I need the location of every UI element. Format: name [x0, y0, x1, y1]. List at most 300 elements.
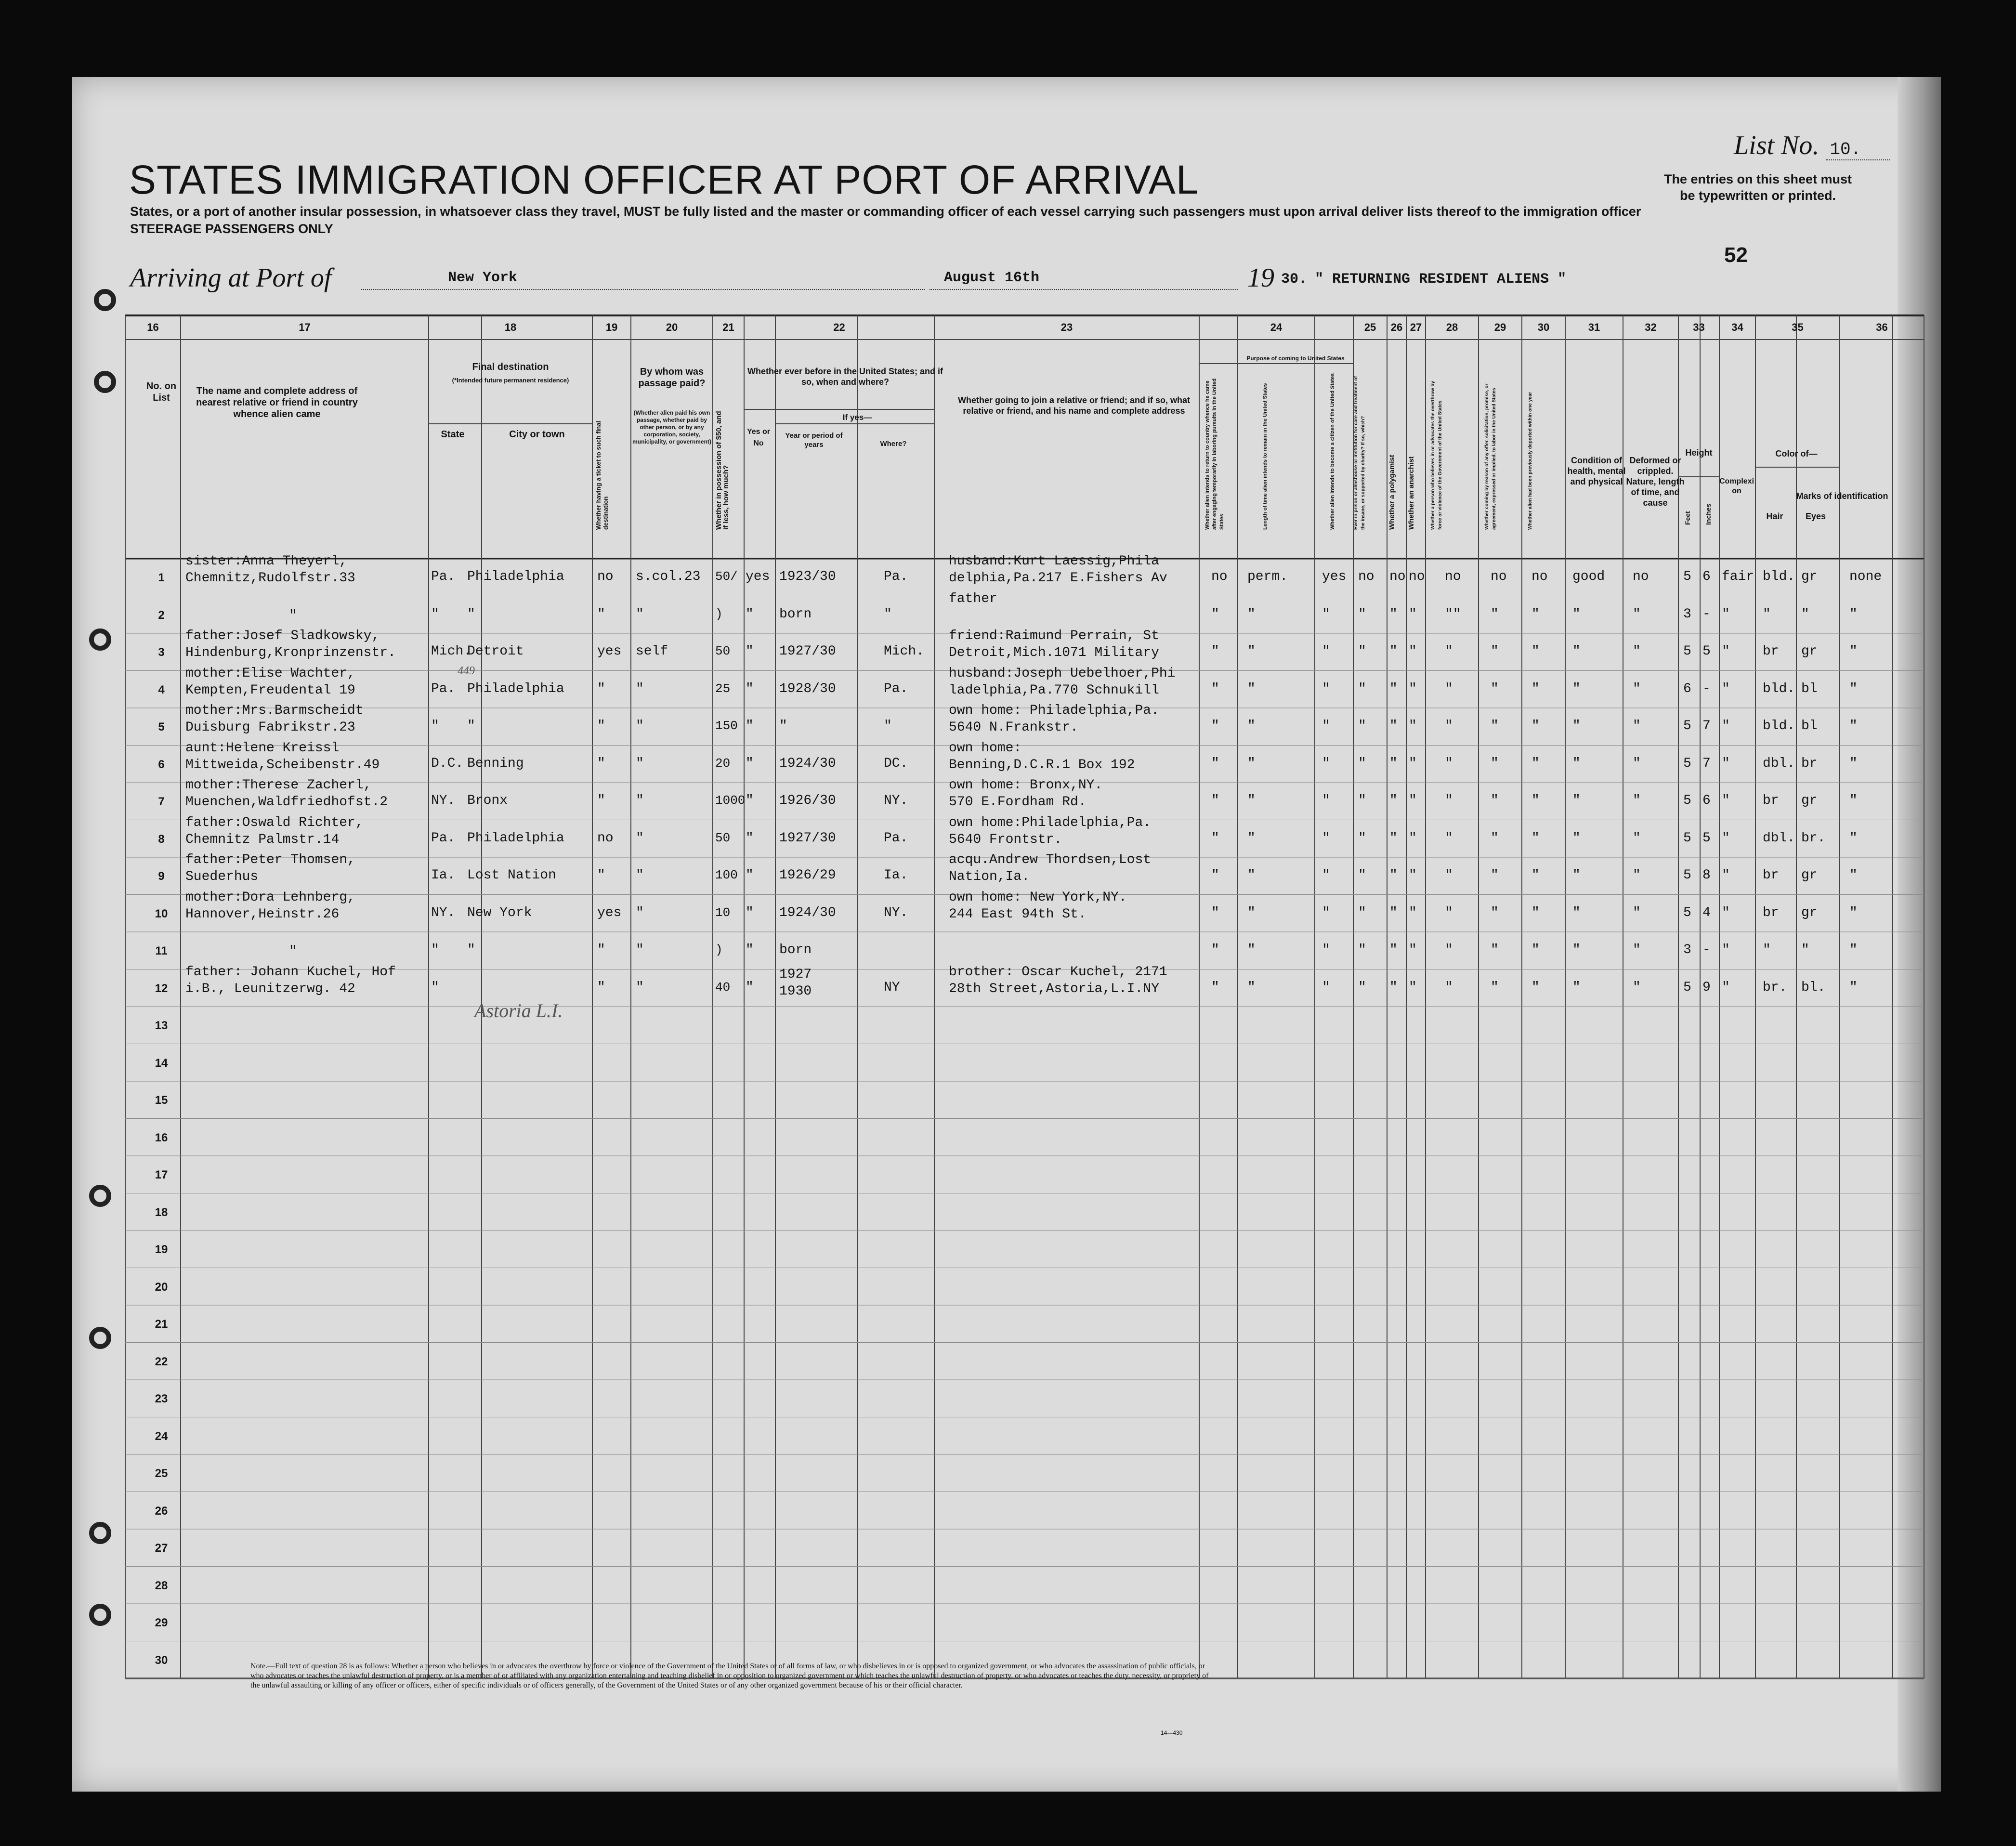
height-inches: 5	[1702, 830, 1711, 846]
prison-value: "	[1358, 793, 1366, 808]
purpose-length: "	[1247, 830, 1256, 846]
height-inches: 8	[1702, 868, 1711, 883]
year-period: 1926/30	[779, 793, 836, 808]
purpose-citizen: "	[1322, 980, 1330, 995]
join-address: ladelphia,Pa.770 Schnukill	[949, 682, 1159, 698]
ticket-value: "	[597, 756, 605, 771]
dest-city: Detroit	[467, 644, 524, 659]
before-us: "	[746, 606, 754, 622]
row-number: 25	[155, 1467, 168, 1480]
labor-offer-value: "	[1491, 943, 1499, 957]
column-number: 24	[1270, 321, 1283, 333]
deformed-value: "	[1633, 980, 1641, 995]
ticket-value: "	[597, 719, 605, 733]
identification-marks: "	[1849, 980, 1858, 995]
prison-value: "	[1358, 644, 1366, 659]
relative-name: father:Peter Thomsen,	[185, 852, 355, 867]
overthrow-value: "	[1445, 719, 1453, 733]
dest-state: NY.	[431, 905, 456, 920]
column-number: 22	[833, 321, 845, 333]
year-period: 1927/30	[779, 830, 836, 846]
purpose-length: "	[1247, 793, 1256, 808]
height-feet: 5	[1683, 830, 1691, 846]
height-inches: 6	[1702, 793, 1711, 808]
deported-value: no	[1532, 569, 1548, 584]
deported-value: "	[1532, 606, 1540, 622]
purpose-citizen: "	[1322, 644, 1330, 659]
purpose-citizen: "	[1322, 719, 1330, 733]
overthrow-value: "	[1445, 830, 1453, 846]
purpose-length: "	[1247, 644, 1256, 659]
dest-state: "	[431, 719, 439, 733]
labor-offer-value: "	[1491, 719, 1499, 733]
height-inches: 5	[1702, 644, 1711, 659]
hair-color: "	[1763, 606, 1771, 622]
labor-offer-value: "	[1491, 644, 1499, 659]
overthrow-value: "	[1445, 868, 1453, 883]
money-value: 150	[715, 719, 738, 733]
complexion-value: "	[1722, 830, 1730, 846]
join-address: delphia,Pa.217 E.Fishers Av	[949, 571, 1167, 586]
heading-final-destination-note: (*Intended future permanent residence)	[452, 377, 569, 384]
money-value: 50	[715, 830, 731, 845]
deported-value: "	[1532, 830, 1540, 846]
overthrow-value: ""	[1445, 606, 1461, 622]
relative-address: Kempten,Freudental 19	[185, 682, 355, 698]
column-number: 18	[504, 321, 517, 333]
height-feet: 3	[1683, 943, 1691, 957]
heading-no-on-list: No. on List	[146, 381, 177, 403]
money-value: 10	[715, 905, 731, 920]
ticket-value: "	[597, 681, 605, 696]
binder-hole	[29, 684, 51, 706]
prison-value: "	[1358, 905, 1366, 920]
complexion-value: "	[1722, 681, 1730, 696]
purpose-citizen: yes	[1322, 569, 1347, 584]
hair-color: bld.	[1763, 719, 1795, 733]
prison-value: no	[1358, 569, 1375, 584]
dest-state: Pa.	[431, 830, 456, 846]
purpose-return: "	[1211, 943, 1219, 957]
polygamist-value: "	[1389, 644, 1398, 659]
list-value: 10.	[1826, 140, 1890, 160]
row-number: 28	[155, 1579, 168, 1592]
heading-height: Height	[1685, 448, 1713, 458]
complexion-value: "	[1722, 980, 1730, 995]
ticket-value: no	[597, 830, 614, 846]
identification-marks: "	[1849, 943, 1858, 957]
join-name: father	[949, 591, 997, 606]
heading-final-destination: Final destination	[472, 362, 549, 372]
health-value: "	[1572, 868, 1581, 883]
heading-by-whom-note: (Whether alien paid his own passage, whether paid by other person, or by any corporation, society, municipality, or government)	[632, 409, 711, 445]
height-feet: 5	[1683, 868, 1691, 883]
before-us: "	[746, 644, 754, 659]
health-value: "	[1572, 943, 1581, 957]
binder-hole	[26, 371, 49, 393]
dest-city: "	[467, 943, 475, 957]
polygamist-value: "	[1389, 606, 1398, 622]
overthrow-value: "	[1445, 943, 1453, 957]
money-value: )	[715, 606, 723, 621]
year-period: 1924/30	[779, 756, 836, 771]
anarchist-value: "	[1409, 830, 1417, 846]
money-value: 20	[715, 756, 731, 771]
before-us: "	[746, 980, 754, 995]
deformed-value: "	[1633, 644, 1641, 659]
height-feet: 5	[1683, 719, 1691, 733]
join-address: 5640 N.Frankstr.	[949, 720, 1078, 735]
purpose-citizen: "	[1322, 830, 1330, 846]
row-number: 22	[155, 1355, 168, 1368]
labor-offer-value: "	[1491, 868, 1499, 883]
purpose-return: "	[1211, 905, 1219, 920]
deformed-value: no	[1633, 569, 1649, 584]
ticket-value: "	[597, 606, 605, 622]
dest-state: Pa.	[431, 681, 456, 696]
eye-color: gr	[1801, 644, 1818, 659]
heading-c30: Whether alien had been previously deported within one year	[1528, 392, 1533, 530]
year-period: 1930	[779, 983, 812, 999]
prison-value: "	[1358, 943, 1366, 957]
relative-name: father: Johann Kuchel, Hof	[185, 964, 396, 980]
relative-address: Duisburg Fabrikstr.23	[185, 720, 355, 735]
complexion-value: "	[1722, 644, 1730, 659]
year-prefix: 19	[1247, 263, 1274, 293]
identification-marks: "	[1849, 905, 1858, 920]
row-number: 11	[155, 944, 168, 957]
height-feet: 6	[1683, 681, 1691, 696]
height-inches: 6	[1702, 569, 1711, 584]
page-number: 52	[1724, 243, 1748, 267]
heading-c27: Whether an anarchist	[1407, 456, 1415, 530]
health-value: "	[1572, 905, 1581, 920]
height-feet: 5	[1683, 980, 1691, 995]
complexion-value: "	[1722, 868, 1730, 883]
ticket-value: yes	[597, 644, 622, 659]
prison-value: "	[1358, 681, 1366, 696]
dest-city: New York	[467, 905, 532, 920]
column-number: 32	[1645, 321, 1657, 333]
prison-value: "	[1358, 830, 1366, 846]
where-value: NY	[884, 980, 900, 995]
anarchist-value: "	[1409, 756, 1417, 771]
prison-value: "	[1358, 756, 1366, 771]
labor-offer-value: no	[1491, 569, 1507, 584]
prison-value: "	[1358, 980, 1366, 995]
height-inches: -	[1702, 681, 1711, 696]
where-value: NY.	[884, 793, 908, 808]
anarchist-value: "	[1409, 943, 1417, 957]
join-name: own home: Philadelphia,Pa.	[949, 703, 1159, 718]
deported-value: "	[1532, 905, 1540, 920]
purpose-return: "	[1211, 644, 1219, 659]
health-value: "	[1572, 644, 1581, 659]
join-name: husband:Joseph Uebelhoer,Phi	[949, 666, 1176, 681]
year-period: born	[779, 943, 812, 957]
complexion-value: fair	[1722, 569, 1754, 584]
year-period: 1926/29	[779, 868, 836, 883]
anarchist-value: "	[1409, 905, 1417, 920]
heading-marks: Marks of identification	[1796, 491, 1888, 501]
row-number: 3	[158, 646, 165, 659]
relative-address: "	[289, 944, 297, 959]
dest-city: Philadelphia	[467, 681, 564, 696]
dest-city: Benning	[467, 756, 524, 771]
year-period: 1923/30	[779, 569, 836, 584]
dest-state: D.C.	[431, 756, 464, 771]
join-address: Nation,Ia.	[949, 869, 1030, 884]
money-value: 1000	[715, 793, 746, 808]
column-number: 33	[1693, 321, 1705, 333]
heading-purpose-a: Whether alien intends to return to country whence he came after engaging temporarily in laboring pursuits in the United States	[1204, 378, 1225, 530]
handwritten-note: 449	[458, 665, 475, 677]
deformed-value: "	[1633, 719, 1641, 733]
row-number: 24	[155, 1429, 168, 1443]
health-value: "	[1572, 756, 1581, 771]
health-value: "	[1572, 980, 1581, 995]
money-value: 25	[715, 681, 731, 696]
polygamist-value: no	[1389, 569, 1406, 584]
hair-color: br	[1763, 644, 1779, 659]
overthrow-value: "	[1445, 681, 1453, 696]
before-us: "	[746, 719, 754, 733]
before-us: "	[746, 905, 754, 920]
purpose-length: perm.	[1247, 569, 1288, 584]
height-feet: 3	[1683, 606, 1691, 622]
list-label: List No.	[1734, 131, 1820, 160]
steerage-label: STEERAGE PASSENGERS ONLY	[130, 222, 333, 236]
where-value: Pa.	[884, 681, 908, 696]
labor-offer-value: "	[1491, 830, 1499, 846]
anarchist-value: "	[1409, 868, 1417, 883]
column-number: 27	[1410, 321, 1422, 333]
heading-c29: Whether coming by reason of any offer, solicitation, promise, or agreement, expressed or implied, to labor in the United States	[1484, 383, 1497, 530]
year-period: 1927/30	[779, 644, 836, 659]
identification-marks: "	[1849, 681, 1858, 696]
purpose-citizen: "	[1322, 681, 1330, 696]
paid-by: "	[636, 830, 644, 846]
relative-name: father:Oswald Richter,	[185, 815, 364, 830]
complexion-value: "	[1722, 943, 1730, 957]
hair-color: bld.	[1763, 681, 1795, 696]
height-inches: -	[1702, 606, 1711, 622]
purpose-length: "	[1247, 681, 1256, 696]
ticket-value: yes	[597, 905, 622, 920]
labor-offer-value: "	[1491, 980, 1499, 995]
join-name: own home: Bronx,NY.	[949, 778, 1103, 793]
heading-relative: The name and complete address of nearest relative or friend in country whence alien came	[196, 386, 358, 419]
before-us: yes	[746, 569, 770, 584]
relative-name: father:Josef Sladkowsky,	[185, 628, 380, 643]
column-number: 26	[1390, 321, 1403, 333]
ticket-value: no	[597, 569, 614, 584]
purpose-return: no	[1211, 569, 1228, 584]
dest-city: Philadelphia	[467, 830, 564, 846]
complexion-value: "	[1722, 793, 1730, 808]
paid-by: "	[636, 868, 644, 883]
year-period: "	[779, 719, 787, 733]
deported-value: "	[1532, 681, 1540, 696]
height-inches: 7	[1702, 756, 1711, 771]
heading-city: City or town	[509, 429, 565, 440]
join-name: own home:	[949, 740, 1022, 756]
eye-color: gr	[1801, 905, 1818, 920]
relative-address: Muenchen,Waldfriedhofst.2	[185, 795, 388, 810]
form-code: 14—430	[1161, 1729, 1183, 1736]
join-name: husband:Kurt Laessig,Phila	[949, 554, 1159, 569]
purpose-return: "	[1211, 793, 1219, 808]
column-number: 30	[1537, 321, 1550, 333]
purpose-return: "	[1211, 606, 1219, 622]
join-address: 5640 Frontstr.	[949, 832, 1062, 847]
health-value: "	[1572, 719, 1581, 733]
page-title: STATES IMMIGRATION OFFICER AT PORT OF ARRIVAL	[129, 157, 1199, 202]
paid-by: "	[636, 756, 644, 771]
column-number: 29	[1494, 321, 1506, 333]
purpose-return: "	[1211, 681, 1219, 696]
year-period: 1927	[779, 967, 812, 982]
year-period: 1924/30	[779, 905, 836, 920]
height-inches: 4	[1702, 905, 1711, 920]
purpose-return: "	[1211, 756, 1219, 771]
complexion-value: "	[1722, 756, 1730, 771]
anarchist-value: no	[1409, 569, 1425, 584]
ticket-value: "	[597, 943, 605, 957]
dest-state: Pa.	[431, 569, 456, 584]
relative-address: Mittweida,Scheibenstr.49	[185, 757, 380, 772]
row-number: 17	[155, 1168, 168, 1181]
polygamist-value: "	[1389, 793, 1398, 808]
row-number: 1	[158, 571, 165, 584]
relative-address: Chemnitz Palmstr.14	[185, 832, 340, 847]
row-number: 8	[158, 832, 165, 846]
column-number: 21	[722, 321, 734, 333]
heading-before-us: Whether ever before in the United States; and if so, when and where?	[747, 367, 943, 387]
polygamist-value: "	[1389, 719, 1398, 733]
row-number: 16	[155, 1131, 168, 1144]
eye-color: gr	[1801, 793, 1818, 808]
purpose-return: "	[1211, 868, 1219, 883]
heading-purpose-b: Length of time alien intends to remain in the United States	[1262, 383, 1268, 530]
height-inches: 7	[1702, 719, 1711, 733]
join-address: 570 E.Fordham Rd.	[949, 795, 1087, 810]
eye-color: "	[1801, 943, 1809, 957]
heading-ticket: Whether having a ticket to such final destination	[595, 420, 609, 530]
row-number: 7	[158, 795, 165, 808]
manifest-grid	[72, 77, 1941, 1792]
height-feet: 5	[1683, 756, 1691, 771]
heading-hair: Hair	[1766, 511, 1783, 521]
date-value: August 16th	[944, 270, 1040, 286]
heading-money: Whether in possession of $50, and if less, how much?	[715, 411, 730, 530]
dest-state: "	[431, 943, 439, 957]
entries-note: The entries on this sheet must be typewritten or printed.	[1663, 172, 1852, 203]
money-value: )	[715, 943, 723, 957]
identification-marks: "	[1849, 644, 1858, 659]
relative-name: mother:Elise Wachter,	[185, 666, 355, 681]
join-name: friend:Raimund Perrain, St	[949, 628, 1159, 643]
identification-marks: "	[1849, 719, 1858, 733]
column-number: 19	[605, 321, 618, 333]
hair-color: dbl.	[1763, 756, 1795, 771]
purpose-citizen: "	[1322, 793, 1330, 808]
join-address: 244 East 94th St.	[949, 906, 1087, 922]
height-inches: 9	[1702, 980, 1711, 995]
deformed-value: "	[1633, 830, 1641, 846]
footnote: Note.—Full text of question 28 is as follows: Whether a person who believes in or advocates the overthrow by force or violence of the Government of the United States or of all forms of law, or who disbelieves in or is opposed to organized government, or who advocates the assassination of public officials, or who advocates or teaches the unlawful destruction of property, or is a member of or affiliated with any organization entertaining and teaching disbelief in or opposition to organized government or which teaches the unlawful destruction of property, or who advocates or teaches the duty, necessity, or propriety of the unlawful assaulting or killing of any officer or officers, either of specific individuals or of officers generally, of the Government of the United States or of any other organized government because of his or their official character.	[250, 1662, 1209, 1689]
heading-where: Where?	[880, 440, 907, 448]
anarchist-value: "	[1409, 719, 1417, 733]
heading-deformed: Deformed or crippled. Nature, length of time, and cause	[1626, 456, 1685, 508]
deformed-value: "	[1633, 905, 1641, 920]
deported-value: "	[1532, 644, 1540, 659]
row-number: 26	[155, 1504, 168, 1518]
heading-c25: Ever in prison or almshouse or institution for care and treatment of the insane, or supported by charity? If so, which?	[1353, 376, 1366, 530]
join-address: Detroit,Mich.1071 Military	[949, 645, 1159, 660]
complexion-value: "	[1722, 719, 1730, 733]
where-value: "	[884, 606, 892, 622]
health-value: good	[1572, 569, 1605, 584]
deported-value: "	[1532, 980, 1540, 995]
heading-yes-no: Yes or No	[746, 428, 771, 447]
identification-marks: "	[1849, 756, 1858, 771]
anarchist-value: "	[1409, 606, 1417, 622]
identification-marks: none	[1849, 569, 1882, 584]
relative-name: mother:Mrs.Barmscheidt	[185, 703, 364, 718]
column-number: 17	[299, 321, 311, 333]
hair-color: bld.	[1763, 569, 1795, 584]
eye-color: br	[1801, 756, 1818, 771]
purpose-length: "	[1247, 606, 1256, 622]
column-number: 20	[666, 321, 678, 333]
binder-hole	[29, 1252, 51, 1274]
join-address: 28th Street,Astoria,L.I.NY	[949, 981, 1159, 996]
year-period: born	[779, 606, 812, 622]
column-number: 23	[1060, 321, 1073, 333]
polygamist-value: "	[1389, 830, 1398, 846]
paid-by: s.col.23	[636, 569, 701, 584]
eye-color: gr	[1801, 868, 1818, 883]
heading-c28: Whether a person who believes in or advocates the overthrow by force or violence of the Government of the United States	[1430, 381, 1443, 530]
paid-by: self	[636, 644, 668, 659]
deported-value: "	[1532, 756, 1540, 771]
row-number: 13	[155, 1019, 168, 1032]
deformed-value: "	[1633, 793, 1641, 808]
dest-state: Mich.	[431, 644, 472, 659]
purpose-length: "	[1247, 719, 1256, 733]
heading-year-period: Year or period of years	[785, 432, 843, 449]
heading-color-of: Color of—	[1775, 449, 1818, 458]
hair-color: dbl.	[1763, 830, 1795, 846]
header-instructions: States, or a port of another insular possession, in whatsoever class they travel, MUST be fully listed and the master or commanding officer of each vessel carrying such passengers must upon arrival deliver lists thereof to the immigration officer	[130, 204, 1641, 219]
dest-city: Philadelphia	[467, 569, 564, 584]
relative-address: Hindenburg,Kronprinzenstr.	[185, 645, 396, 660]
year-suffix: 30.	[1281, 271, 1308, 288]
polygamist-value: "	[1389, 980, 1398, 995]
column-number: 34	[1731, 321, 1743, 333]
prison-value: "	[1358, 606, 1366, 622]
money-value: 50	[715, 644, 731, 658]
row-number: 18	[155, 1205, 168, 1219]
paid-by: "	[636, 793, 644, 808]
binder-hole	[29, 1599, 51, 1621]
identification-marks: "	[1849, 868, 1858, 883]
prison-value: "	[1358, 719, 1366, 733]
polygamist-value: "	[1389, 943, 1398, 957]
deported-value: "	[1532, 719, 1540, 733]
purpose-length: "	[1247, 756, 1256, 771]
